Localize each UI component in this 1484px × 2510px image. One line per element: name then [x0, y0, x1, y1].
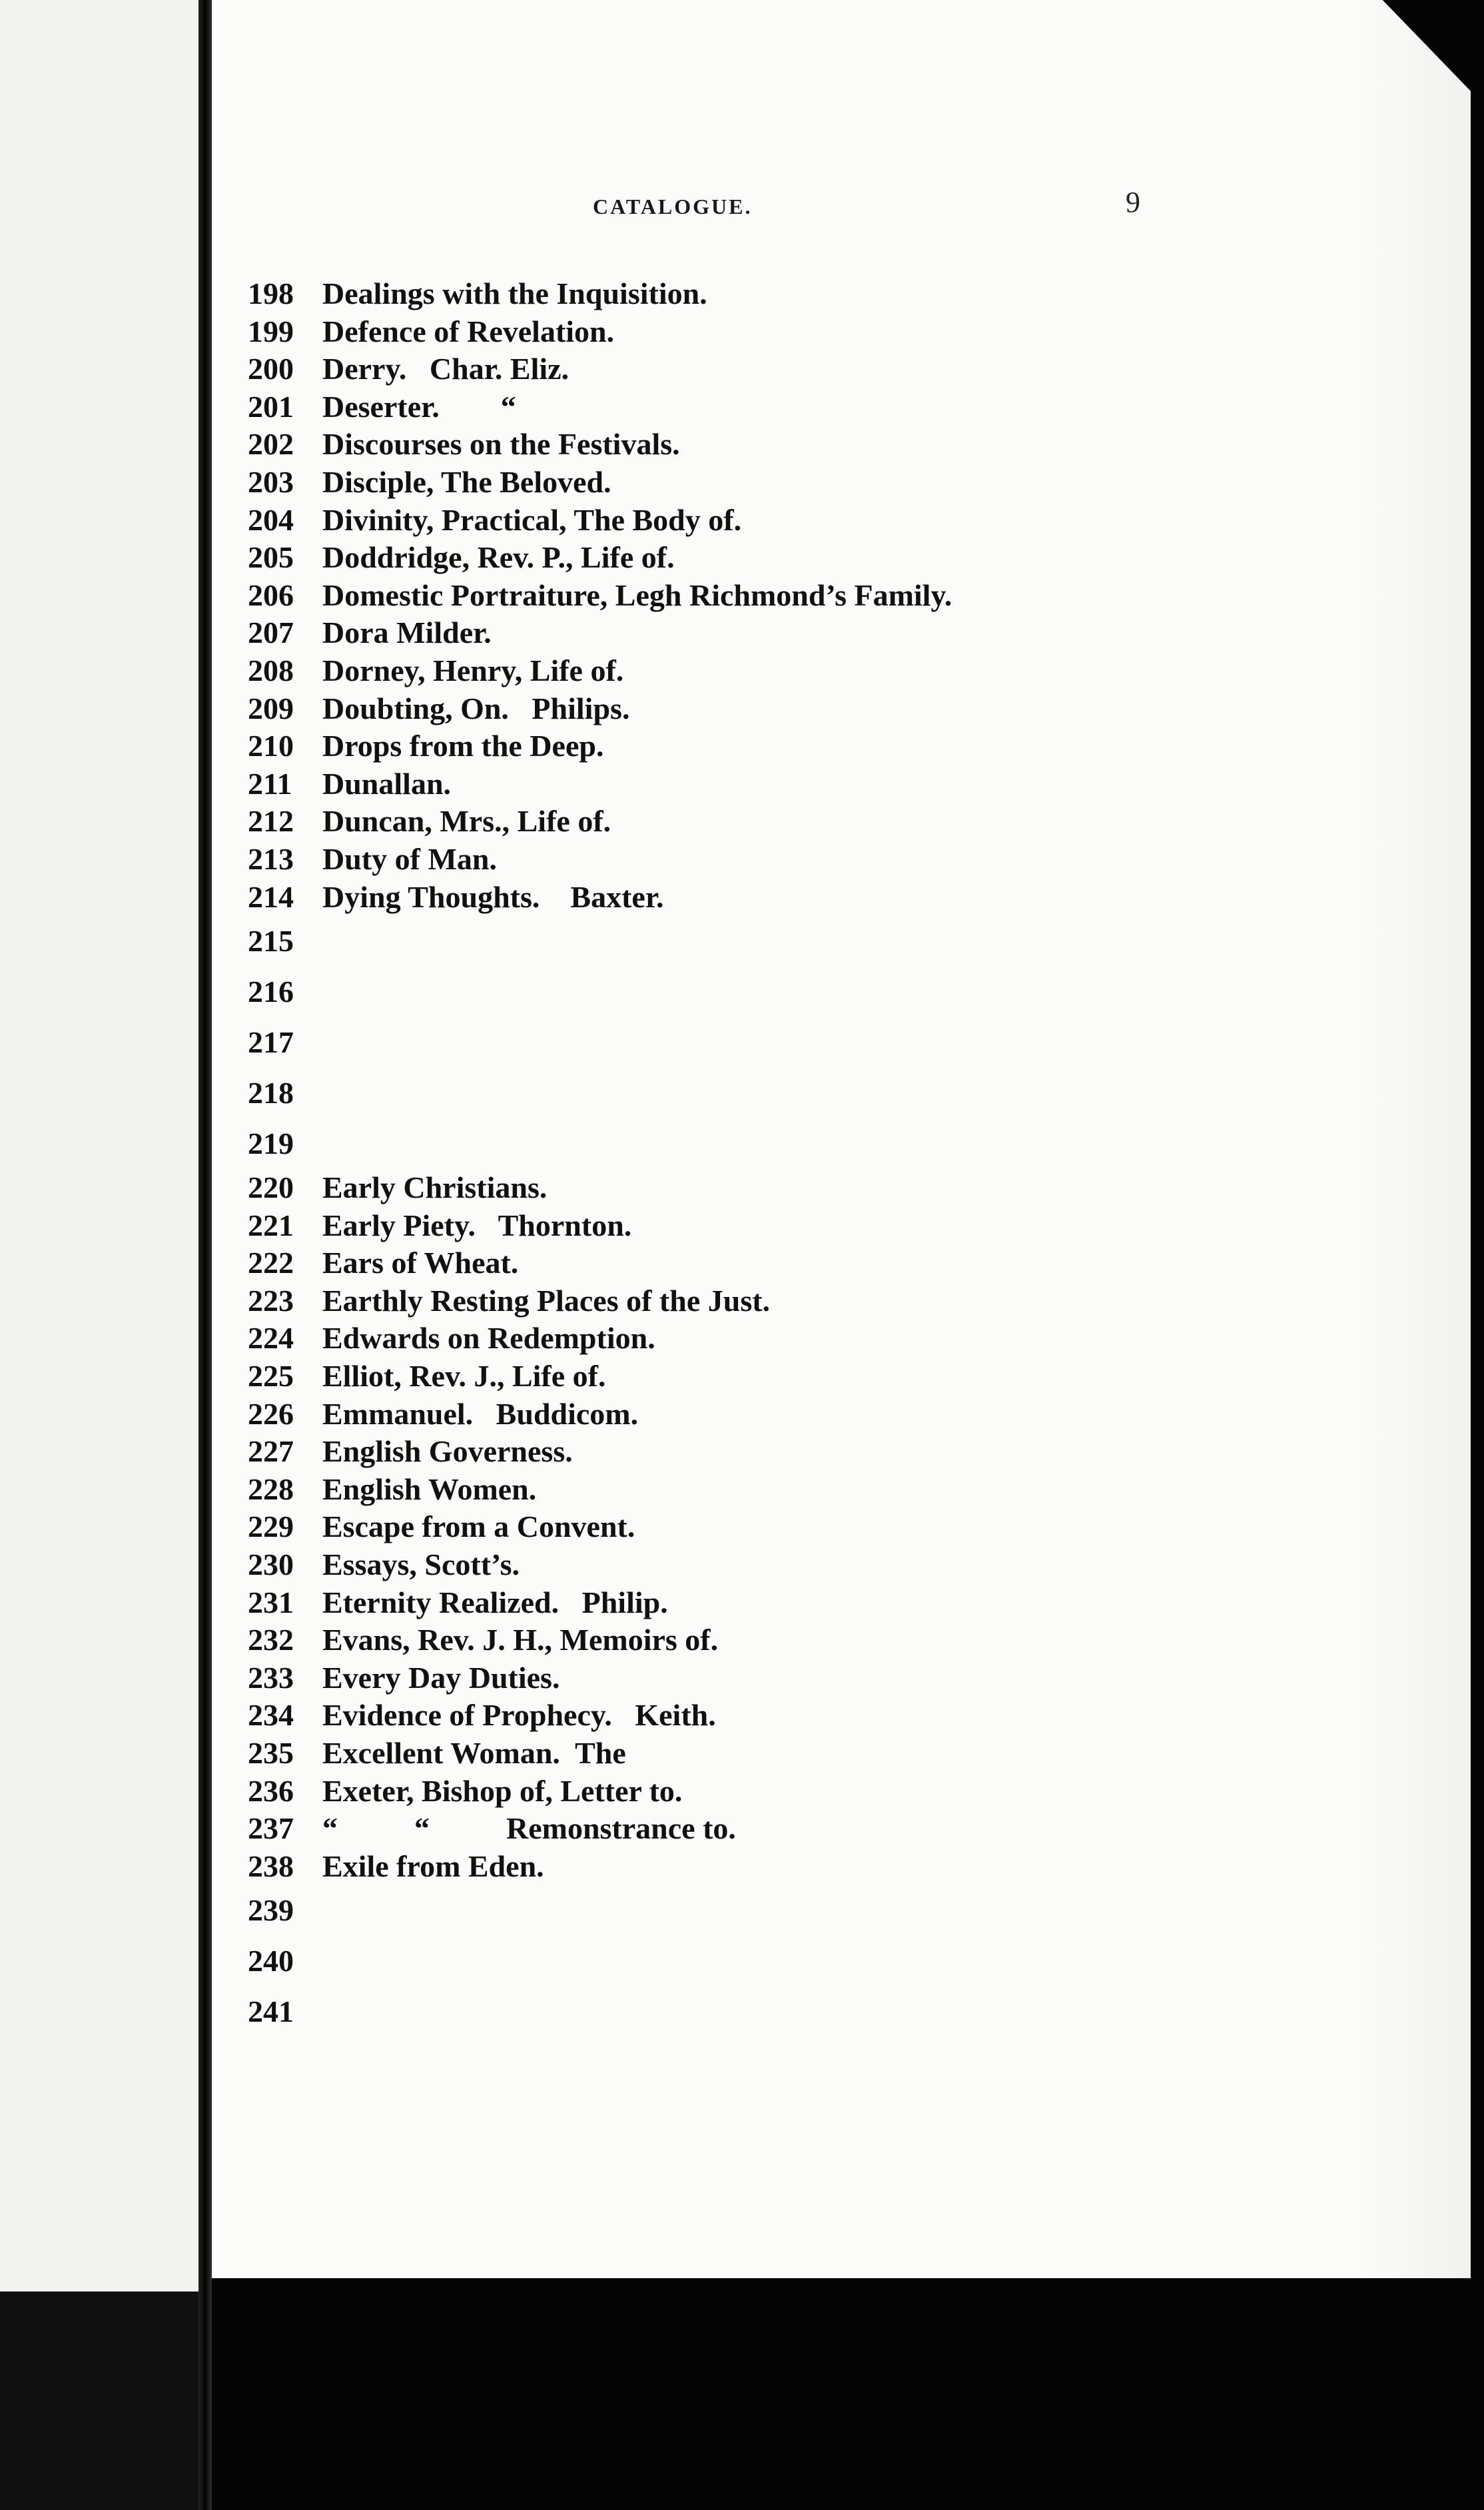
entry-title: Dorney, Henry, Life of. [322, 653, 624, 687]
catalogue-entry [248, 1584, 952, 1622]
entry-number: 231 [248, 1585, 294, 1619]
entry-number: 238 [248, 1849, 294, 1883]
entry-title: Dealings with the Inquisition. [322, 276, 707, 310]
entry-title: Emmanuel. Buddicom. [322, 1396, 639, 1431]
entry-title: Early Piety. Thornton. [322, 1208, 632, 1242]
entry-title: Exeter, Bishop of, Letter to. [322, 1773, 683, 1808]
catalogue-entry [248, 1773, 952, 1811]
entry-title: Discourses on the Festivals. [322, 427, 680, 462]
catalogue-entry [248, 350, 952, 388]
catalogue-entry [248, 1986, 952, 2037]
entry-number: 208 [248, 653, 294, 687]
catalogue-entry [248, 1621, 952, 1659]
page-header: CATALOGUE. [593, 195, 753, 218]
catalogue-entry [248, 1659, 952, 1697]
entry-title: Elliot, Rev. J., Life of. [322, 1359, 606, 1394]
entry-number: 216 [248, 975, 294, 1009]
entry-number: 214 [248, 879, 294, 914]
catalogue-entry [248, 727, 952, 765]
entry-title: Doubting, On. Philips. [322, 691, 630, 725]
entry-title: Dying Thoughts. Baxter. [322, 879, 664, 914]
entry-number: 205 [248, 540, 294, 575]
facing-page [0, 0, 200, 2510]
entry-title: Drops from the Deep. [322, 729, 604, 763]
entry-title: Edwards on Redemption. [322, 1321, 655, 1356]
entry-number: 232 [248, 1623, 294, 1657]
entry-number: 234 [248, 1698, 294, 1733]
entry-number: 219 [248, 1126, 294, 1161]
entry-title: Duncan, Mrs., Life of. [322, 804, 611, 839]
entry-title: Exile from Eden. [322, 1849, 544, 1883]
catalogue-entry [248, 1810, 952, 1848]
catalogue-entry [248, 1848, 952, 1886]
entry-title: Dora Milder. [322, 616, 492, 650]
entry-number: 233 [248, 1660, 294, 1695]
entry-number: 199 [248, 314, 294, 348]
entry-number: 221 [248, 1208, 294, 1242]
catalogue-entry [248, 614, 952, 652]
entry-number: 202 [248, 427, 294, 462]
entry-number: 239 [248, 1893, 294, 1928]
catalogue-entry [248, 426, 952, 464]
entry-title: Eternity Realized. Philip. [322, 1585, 668, 1619]
catalogue-entry [248, 803, 952, 841]
entry-title: English Women. [322, 1471, 537, 1506]
catalogue-list [248, 275, 952, 2037]
catalogue-entry [248, 690, 952, 728]
entry-title: English Governess. [322, 1434, 573, 1469]
catalogue-entry [248, 879, 952, 917]
entry-title: Domestic Portraiture, Legh Richmond’s Family. [322, 578, 952, 612]
entry-number: 213 [248, 841, 294, 876]
catalogue-entry [248, 841, 952, 879]
entry-number: 212 [248, 804, 294, 839]
catalogue-entry [248, 1169, 952, 1207]
entry-number: 218 [248, 1076, 294, 1110]
catalogue-entry [248, 1936, 952, 1986]
entry-title: Excellent Woman. The [322, 1736, 626, 1770]
entry-title: Ears of Wheat. [322, 1246, 519, 1280]
catalogue-entry [248, 539, 952, 577]
entry-title: Earthly Resting Places of the Just. [322, 1283, 771, 1318]
catalogue-entry [248, 1396, 952, 1434]
page-number: 9 [1126, 186, 1140, 218]
catalogue-entry [248, 1320, 952, 1358]
catalogue-entry [248, 967, 952, 1017]
entry-number: 204 [248, 502, 294, 537]
entry-title: Escape from a Convent. [322, 1509, 635, 1544]
entry-number: 225 [248, 1359, 294, 1394]
catalogue-entry [248, 388, 952, 426]
catalogue-entry [248, 1433, 952, 1471]
entry-number: 241 [248, 1994, 294, 2029]
entry-number: 236 [248, 1773, 294, 1808]
catalogue-entry [248, 1471, 952, 1509]
catalogue-entry [248, 1118, 952, 1169]
catalogue-entry [248, 1282, 952, 1320]
catalogue-entry [248, 1358, 952, 1396]
entry-number: 198 [248, 276, 294, 310]
entry-title: Dunallan. [322, 766, 452, 801]
entry-title: Duty of Man. [322, 841, 497, 876]
entry-title: Disciple, The Beloved. [322, 464, 611, 499]
catalogue-entry [248, 1017, 952, 1068]
entry-number: 240 [248, 1944, 294, 1978]
entry-title: “ “ Remonstrance to. [322, 1811, 736, 1846]
catalogue-entry [248, 1697, 952, 1735]
entry-title: Evans, Rev. J. H., Memoirs of. [322, 1623, 719, 1657]
entry-number: 228 [248, 1471, 294, 1506]
entry-number: 230 [248, 1547, 294, 1582]
entry-number: 210 [248, 729, 294, 763]
book-gutter [198, 0, 212, 2510]
page-shadow [0, 2292, 200, 2510]
entry-number: 223 [248, 1283, 294, 1318]
page-edge-shade [1357, 0, 1471, 2278]
catalogue-entry [248, 502, 952, 540]
entry-number: 203 [248, 464, 294, 499]
catalogue-entry [248, 1546, 952, 1584]
entry-title: Defence of Revelation. [322, 314, 615, 348]
entry-title: Deserter. “ [322, 389, 516, 424]
catalogue-entry [248, 464, 952, 502]
entry-number: 200 [248, 352, 294, 386]
catalogue-entry [248, 1735, 952, 1773]
catalogue-entry [248, 1207, 952, 1245]
entry-title: Derry. Char. Eliz. [322, 352, 569, 386]
catalogue-entry [248, 1508, 952, 1546]
catalogue-entry [248, 652, 952, 690]
catalogue-entry [248, 1244, 952, 1282]
catalogue-entry [248, 1885, 952, 1936]
entry-number: 217 [248, 1025, 294, 1060]
entry-number: 226 [248, 1396, 294, 1431]
entry-number: 235 [248, 1736, 294, 1770]
catalogue-entry [248, 916, 952, 967]
entry-number: 237 [248, 1811, 294, 1846]
entry-number: 201 [248, 389, 294, 424]
entry-number: 206 [248, 578, 294, 612]
entry-title: Essays, Scott’s. [322, 1547, 520, 1582]
catalogue-entry [248, 577, 952, 615]
catalogue-entry [248, 1068, 952, 1118]
entry-number: 209 [248, 691, 294, 725]
entry-title: Divinity, Practical, The Body of. [322, 502, 742, 537]
entry-title: Every Day Duties. [322, 1660, 560, 1695]
catalogue-entry [248, 765, 952, 803]
entry-number: 207 [248, 616, 294, 650]
entry-number: 222 [248, 1246, 294, 1280]
entry-number: 211 [248, 766, 292, 801]
entry-title: Doddridge, Rev. P., Life of. [322, 540, 675, 575]
entry-number: 227 [248, 1434, 294, 1469]
entry-title: Evidence of Prophecy. Keith. [322, 1698, 716, 1733]
entry-number: 224 [248, 1321, 294, 1356]
entry-number: 229 [248, 1509, 294, 1544]
catalogue-entry [248, 275, 952, 313]
entry-number: 220 [248, 1170, 294, 1205]
entry-number: 215 [248, 924, 294, 959]
catalogue-entry [248, 313, 952, 351]
entry-title: Early Christians. [322, 1170, 548, 1205]
